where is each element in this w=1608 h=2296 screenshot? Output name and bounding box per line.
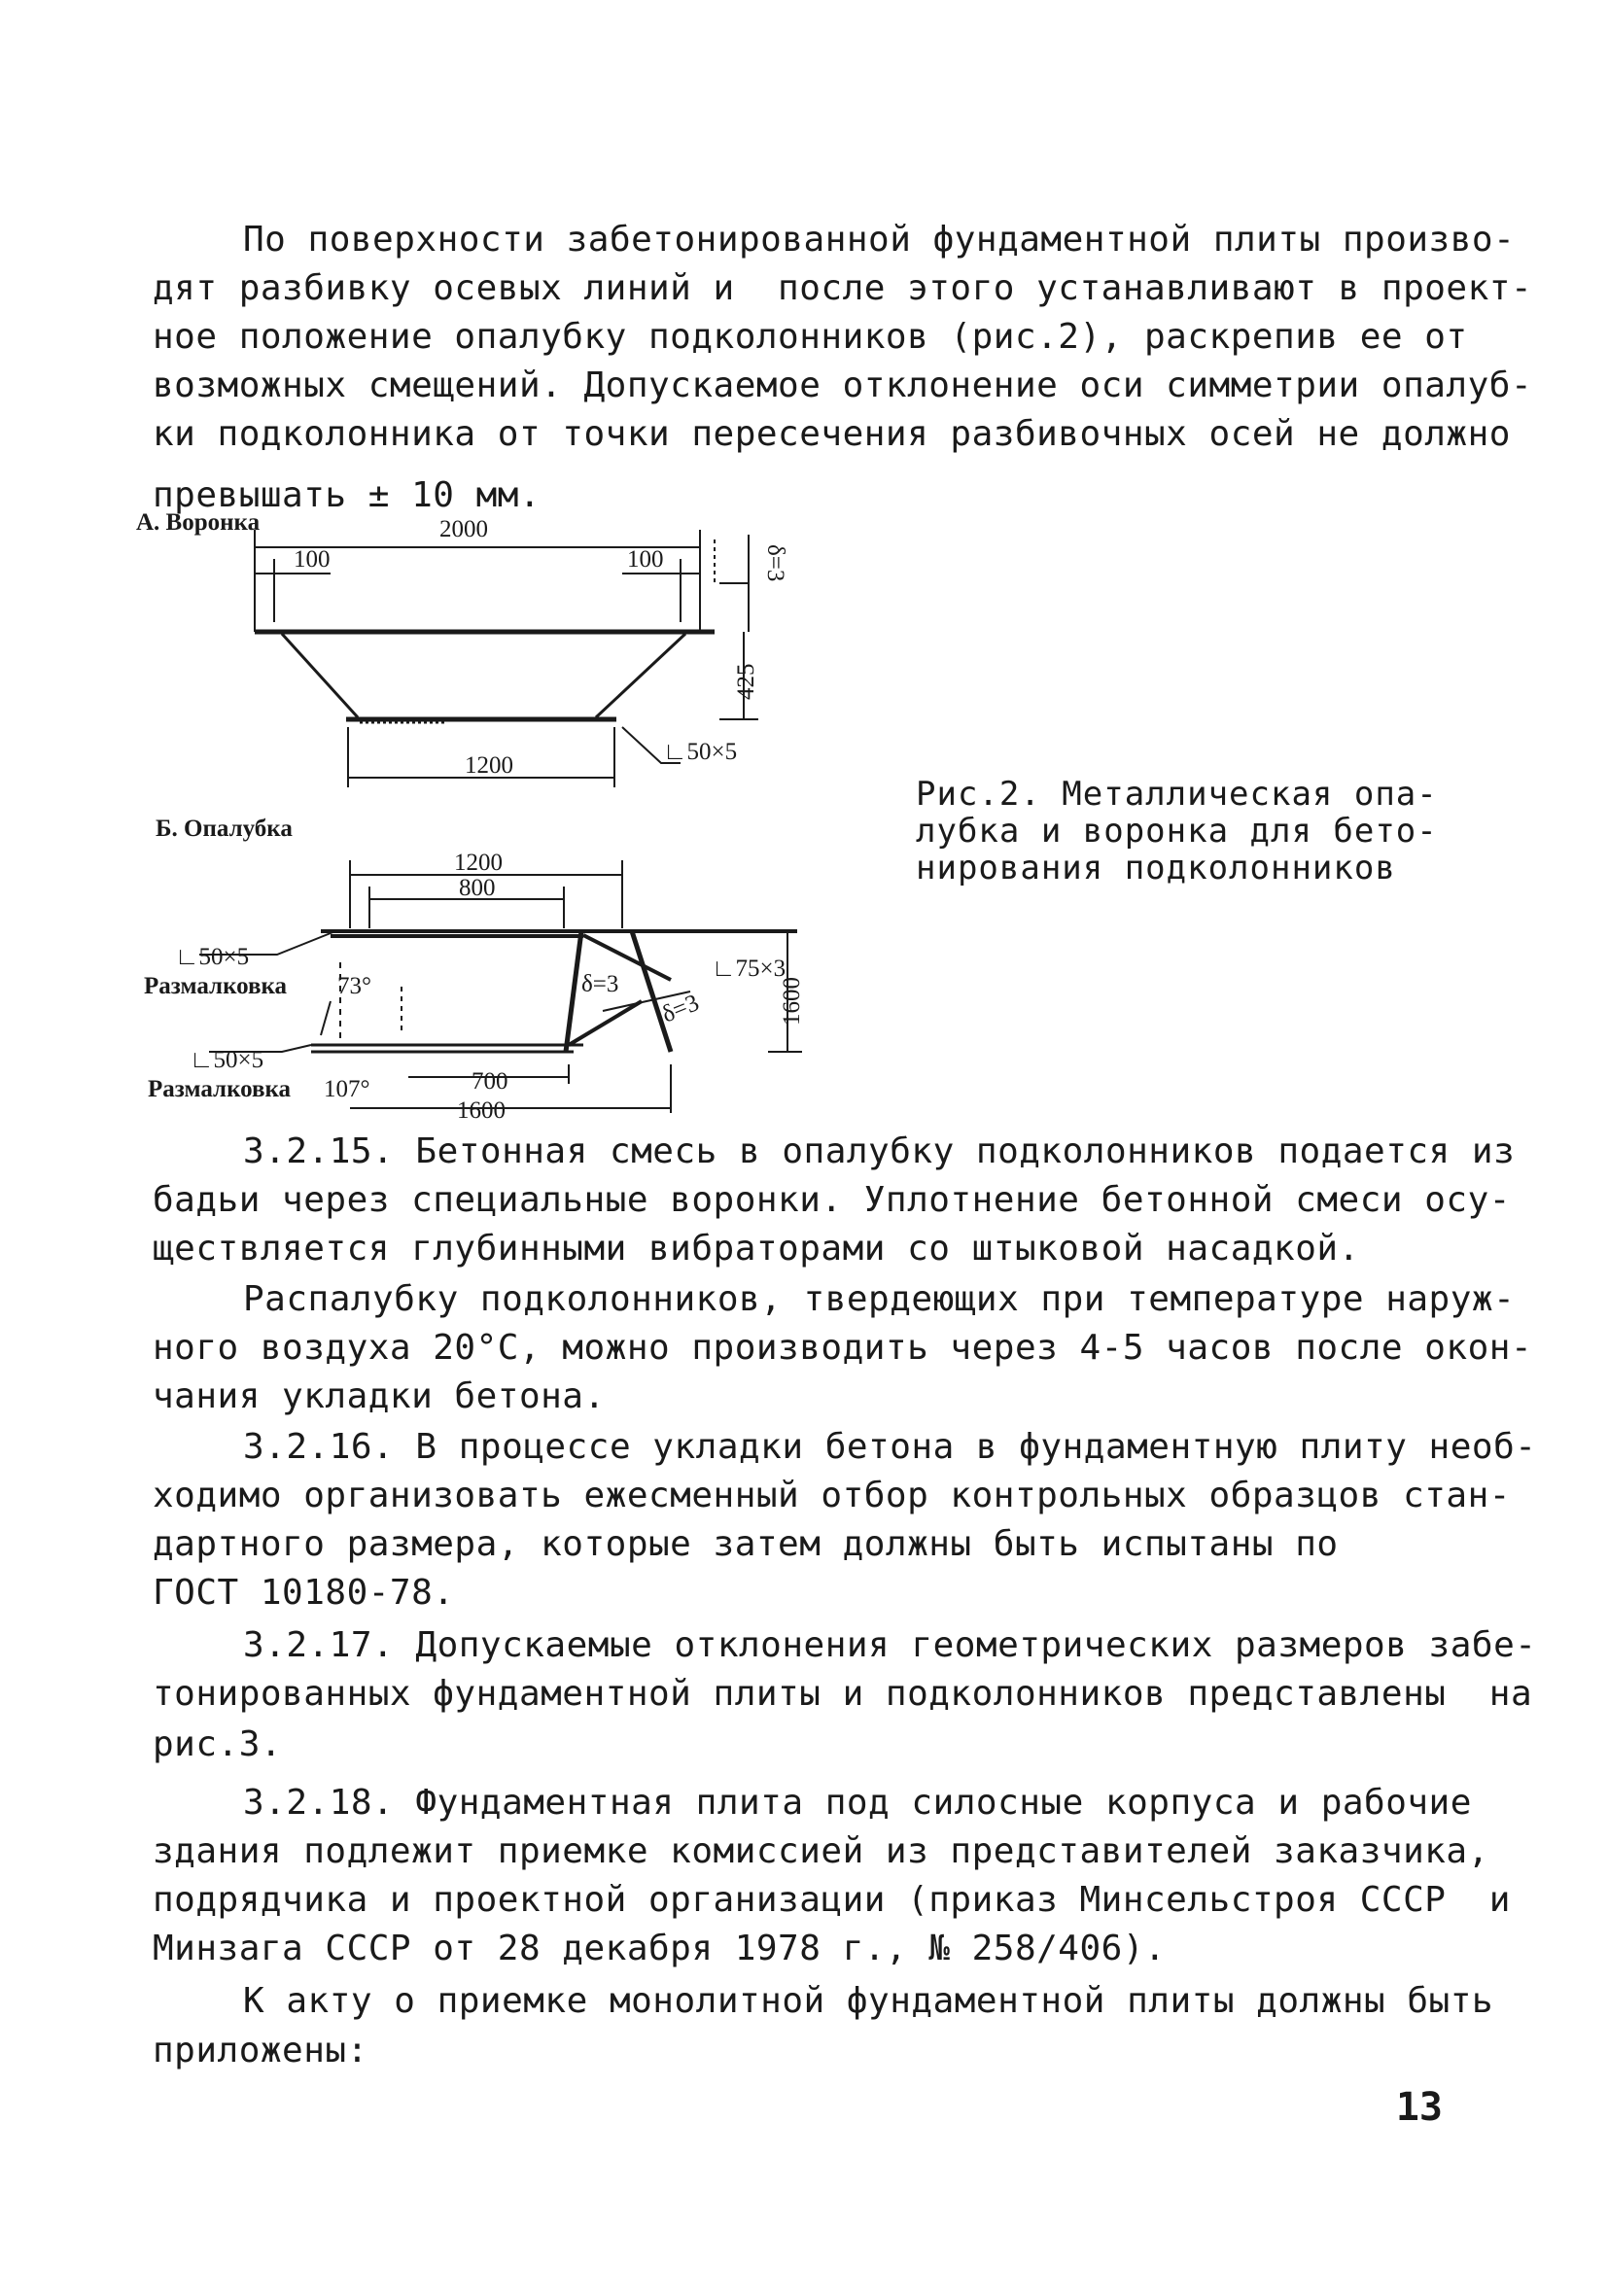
intro-line-4: возможных смещений. Допускаемое отклонение оси симметрии опалуб- — [153, 365, 1533, 405]
dim-1200-bottom: 1200 — [465, 752, 513, 779]
body-line-18: К акту о приемке монолитной фундаментной плиты должны быть — [243, 1981, 1494, 2021]
thickness-right: δ=3 — [658, 990, 703, 1028]
figure-caption-line-2: лубка и воронка для бето- — [916, 812, 1438, 851]
body-line-7: 3.2.16. В процессе укладки бетона в фундаментную плиту необ- — [243, 1427, 1537, 1467]
dim-425: 425 — [733, 663, 759, 700]
dim-800: 800 — [459, 875, 496, 901]
body-line-8: ходимо организовать ежесменный отбор контрольных образцов стан- — [153, 1476, 1511, 1515]
part-b-title: Б. Опалубка — [156, 816, 293, 842]
body-line-16: подрядчика и проектной организации (приказ Минсельстроя СССР и — [153, 1880, 1511, 1920]
body-line-3: ществляется глубинными вибраторами со штыковой насадкой. — [153, 1229, 1360, 1269]
dim-100-right: 100 — [627, 546, 664, 573]
intro-line-1: По поверхности забетонированной фундаментной плиты произво- — [243, 220, 1516, 260]
angle-50x5-lower: ∟50×5 — [190, 1047, 264, 1073]
angle-75x3: ∟75×3 — [712, 956, 787, 982]
body-line-6: чания укладки бетона. — [153, 1376, 606, 1416]
intro-line-6: превышать ± 10 мм. — [153, 475, 542, 515]
body-line-9: дартного размера, которые затем должны быть испытаны по — [153, 1524, 1339, 1564]
part-a-title: А. Воронка — [136, 509, 261, 536]
dim-1600-vertical: 1600 — [779, 977, 805, 1026]
angle-107: 107° — [324, 1076, 370, 1102]
body-line-12: тонированных фундаментной плиты и подколонников представлены на — [153, 1674, 1533, 1714]
body-line-17: Минзага СССР от 28 декабря 1978 г., № 258/406). — [153, 1929, 1167, 1968]
body-line-13: рис.3. — [153, 1724, 283, 1764]
angle-73: 73° — [337, 973, 371, 999]
figure-caption-line-1: Рис.2. Металлическая опа- — [916, 775, 1438, 814]
angle-50x5-a: ∟50×5 — [663, 739, 738, 765]
angle-50x5-upper: ∟50×5 — [175, 944, 250, 970]
dim-1200-top: 1200 — [454, 850, 503, 876]
dim-2000: 2000 — [439, 516, 488, 542]
intro-line-5: ки подколонника от точки пересечения разбивочных осей не должно — [153, 414, 1511, 454]
body-line-15: здания подлежит приемке комиссией из представителей заказчика, — [153, 1831, 1489, 1871]
dim-100-left: 100 — [294, 546, 331, 573]
dim-700: 700 — [472, 1068, 508, 1095]
body-line-14: 3.2.18. Фундаментная плита под силосные корпуса и рабочие — [243, 1783, 1472, 1823]
intro-line-2: дят разбивку осевых линий и после этого устанавливают в проект- — [153, 268, 1533, 308]
figure-caption-line-3: нирования подколонников — [916, 849, 1396, 887]
body-line-11: 3.2.17. Допускаемые отклонения геометрических размеров забе- — [243, 1625, 1537, 1665]
dim-delta-a: δ=3 — [762, 544, 788, 582]
intro-line-3: ное положение опалубку подколонников (рис.2), раскрепив ее от — [153, 317, 1468, 357]
body-line-19: приложены: — [153, 2031, 368, 2070]
marking-lower: Размалковка — [148, 1076, 292, 1102]
body-line-2: бадьи через специальные воронки. Уплотнение бетонной смеси осу- — [153, 1180, 1511, 1220]
thickness-left: δ=3 — [581, 971, 619, 997]
body-line-4: Распалубку подколонников, твердеющих при температуре наруж- — [243, 1279, 1516, 1319]
body-line-1: 3.2.15. Бетонная смесь в опалубку подколонников подается из — [243, 1131, 1516, 1171]
page-number: 13 — [1395, 2085, 1443, 2130]
body-line-10: ГОСТ 10180-78. — [153, 1573, 455, 1613]
body-line-5: ного воздуха 20°С, можно производить через 4-5 часов после окон- — [153, 1328, 1533, 1368]
marking-upper: Размалковка — [144, 973, 288, 999]
dim-1600-bottom: 1600 — [457, 1097, 506, 1124]
